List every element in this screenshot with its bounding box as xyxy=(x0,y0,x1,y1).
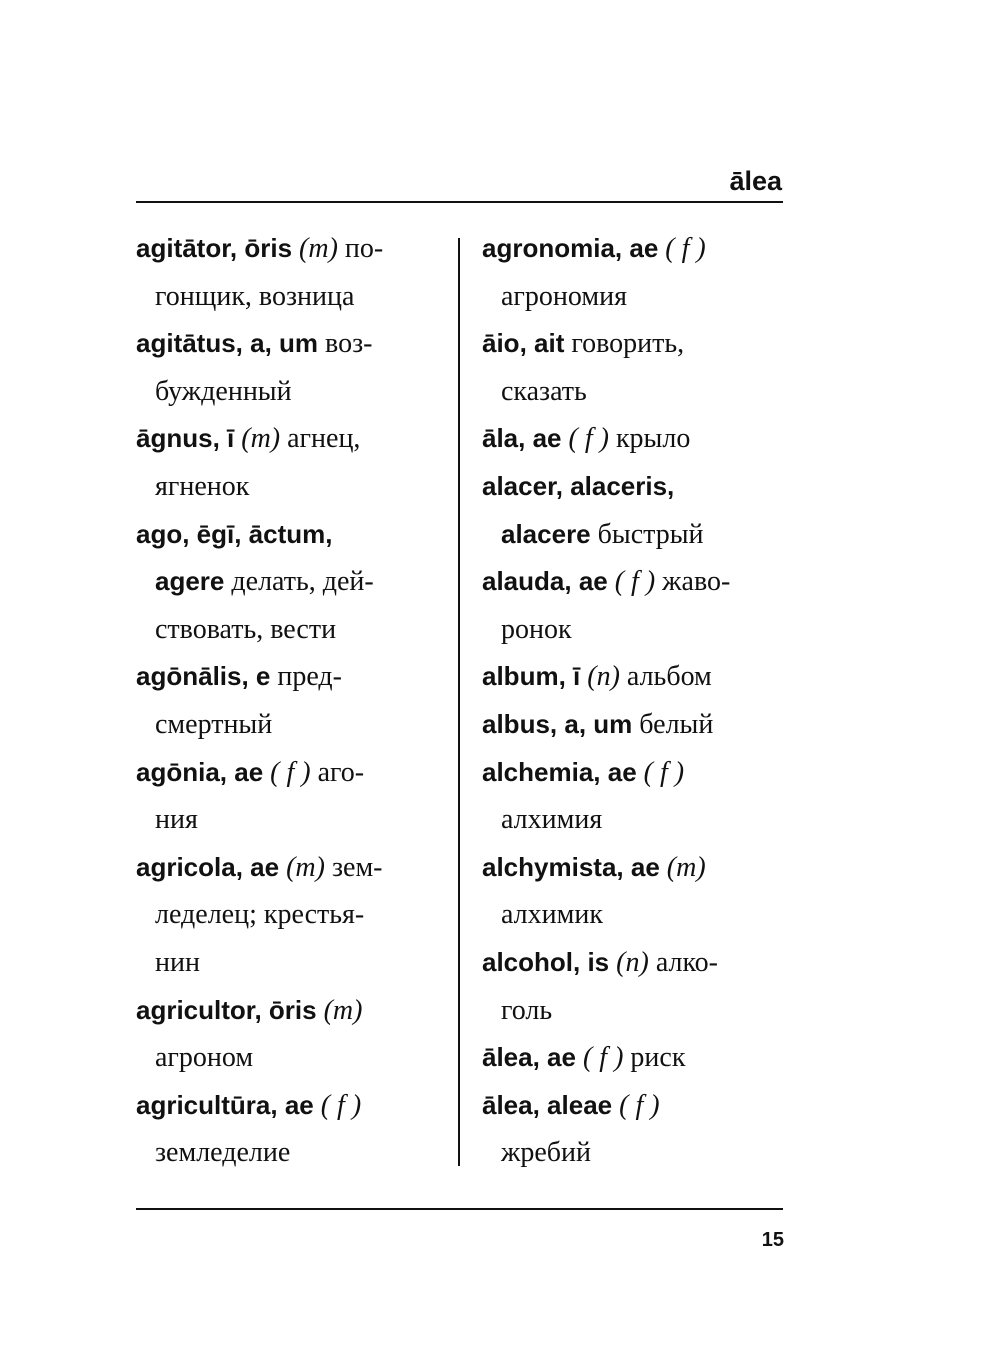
entry-translation: белый xyxy=(632,708,714,740)
entry-line xyxy=(136,320,436,368)
entry-headword: ālea, aleae xyxy=(482,1089,613,1120)
right-column xyxy=(482,225,787,1177)
entry-translation: агроном xyxy=(155,1042,254,1074)
entry-headword: alchemia, ae xyxy=(482,756,637,787)
entry-line xyxy=(482,606,787,654)
entry-line xyxy=(482,320,787,368)
header-rule xyxy=(136,201,783,203)
entry-gender: (m) xyxy=(234,423,281,455)
running-header-word: ālea xyxy=(729,166,782,196)
entry-line xyxy=(136,225,436,273)
entry-translation: по- xyxy=(337,233,384,264)
entry-headword: agricultūra, ae xyxy=(136,1089,314,1120)
entry-headword: ālea, ae xyxy=(482,1042,576,1073)
entry-translation: ствовать, вести xyxy=(155,613,337,645)
entry-line xyxy=(482,796,787,844)
entry-gender: (m) xyxy=(316,994,363,1026)
entry-line xyxy=(482,368,787,416)
page-number: 15 xyxy=(761,1229,784,1251)
entry-gender: (n) xyxy=(580,661,620,693)
entry-line xyxy=(482,415,787,463)
entry-translation: крыло xyxy=(608,423,691,455)
entry-headword: alcohol, is xyxy=(482,946,610,977)
entry-translation: альбом xyxy=(619,661,712,693)
column-divider xyxy=(458,238,460,1166)
entry-translation: бужденный xyxy=(155,375,292,407)
entry-headword: agricultor, ōris xyxy=(136,994,317,1025)
entry-line xyxy=(136,1082,436,1130)
entry-translation: быстрый xyxy=(590,518,704,550)
entry-line xyxy=(482,225,787,273)
entry-gender: ( f ) xyxy=(612,1089,660,1121)
entry-translation: голь xyxy=(501,994,553,1026)
entry-line xyxy=(482,701,787,749)
entry-line xyxy=(482,891,787,939)
entry-translation: земледелие xyxy=(155,1137,291,1169)
entry-line xyxy=(136,653,436,701)
entry-headword: agitātus, a, um xyxy=(136,328,319,359)
entry-translation: смертный xyxy=(155,708,273,740)
entry-line xyxy=(136,273,436,321)
entry-headword: agricola, ae xyxy=(136,851,280,882)
entry-line xyxy=(136,511,436,559)
entry-line xyxy=(136,558,436,606)
entry-headword: alacere xyxy=(501,518,591,549)
entry-headword: agōnālis, e xyxy=(136,661,271,692)
entry-line xyxy=(482,1082,787,1130)
entry-translation: агрономия xyxy=(501,280,627,312)
entry-translation: зем- xyxy=(324,851,383,883)
entry-line xyxy=(136,701,436,749)
entry-translation: ягненок xyxy=(155,470,250,502)
entry-gender: ( f ) xyxy=(636,756,685,788)
entry-line xyxy=(482,273,787,321)
entry-gender: (m) xyxy=(292,233,338,264)
left-column xyxy=(136,225,436,1177)
entry-line xyxy=(136,749,436,797)
entry-gender: ( f ) xyxy=(607,566,656,598)
entry-line xyxy=(136,987,436,1035)
footer-rule xyxy=(136,1208,783,1210)
entry-line xyxy=(482,511,787,559)
entry-translation: агнец, xyxy=(280,423,361,455)
entry-line xyxy=(136,939,436,987)
entry-translation: леделец; крестья- xyxy=(155,899,365,931)
entry-translation: воз- xyxy=(318,328,373,360)
entry-line xyxy=(482,1034,787,1082)
entry-translation: алко- xyxy=(648,946,718,978)
entry-translation: жребий xyxy=(501,1137,591,1169)
entry-line xyxy=(136,606,436,654)
entry-gender: (n) xyxy=(609,946,649,978)
entry-line xyxy=(482,987,787,1035)
entry-translation: жаво- xyxy=(655,566,731,598)
entry-gender: ( f ) xyxy=(263,756,311,788)
entry-line xyxy=(136,415,436,463)
entry-line xyxy=(482,558,787,606)
entry-gender: ( f ) xyxy=(561,423,609,455)
entry-translation: ронок xyxy=(501,613,572,645)
entry-line xyxy=(136,368,436,416)
entry-translation: риск xyxy=(623,1042,686,1074)
entry-line xyxy=(482,463,787,511)
entry-gender: ( f ) xyxy=(313,1089,362,1121)
entry-headword: album, ī xyxy=(482,661,581,692)
entry-translation: алхимик xyxy=(501,899,603,931)
entry-translation: пред- xyxy=(270,661,343,693)
entry-headword: agere xyxy=(155,566,225,597)
entry-line xyxy=(136,463,436,511)
entry-gender: ( f ) xyxy=(575,1042,624,1074)
entry-line xyxy=(482,1129,787,1177)
entry-line xyxy=(136,891,436,939)
entry-line xyxy=(136,1129,436,1177)
entry-gender: (m) xyxy=(279,851,325,883)
entry-translation: говорить, xyxy=(564,328,685,360)
entry-translation: аго- xyxy=(310,756,365,788)
entry-gender: ( f ) xyxy=(658,233,706,264)
entry-translation: делать, дей- xyxy=(224,566,374,598)
entry-headword: alchymista, ae xyxy=(482,851,660,882)
entry-headword: agōnia, ae xyxy=(136,756,264,787)
entry-gender: (m) xyxy=(659,851,706,883)
entry-headword: alacer, alaceris, xyxy=(482,470,675,501)
entry-headword: ago, ēgī, āctum, xyxy=(136,518,333,549)
entry-translation: сказать xyxy=(501,375,587,407)
entry-headword: alauda, ae xyxy=(482,566,608,597)
entry-headword: agronomia, ae xyxy=(482,233,659,263)
entry-translation: гонщик, возница xyxy=(155,280,355,312)
entry-translation: нин xyxy=(155,946,200,978)
entry-headword: āio, ait xyxy=(482,328,565,359)
entry-line xyxy=(136,796,436,844)
entry-line xyxy=(482,653,787,701)
entry-translation: ния xyxy=(155,804,198,836)
entry-translation: алхимия xyxy=(501,804,603,836)
entry-line xyxy=(136,844,436,892)
entry-line xyxy=(482,939,787,987)
entry-headword: agitātor, ōris xyxy=(136,233,293,263)
entry-headword: āgnus, ī xyxy=(136,423,235,454)
entry-line xyxy=(482,844,787,892)
entry-line xyxy=(136,1034,436,1082)
entry-headword: albus, a, um xyxy=(482,708,633,739)
entry-headword: āla, ae xyxy=(482,423,562,454)
entry-line xyxy=(482,749,787,797)
